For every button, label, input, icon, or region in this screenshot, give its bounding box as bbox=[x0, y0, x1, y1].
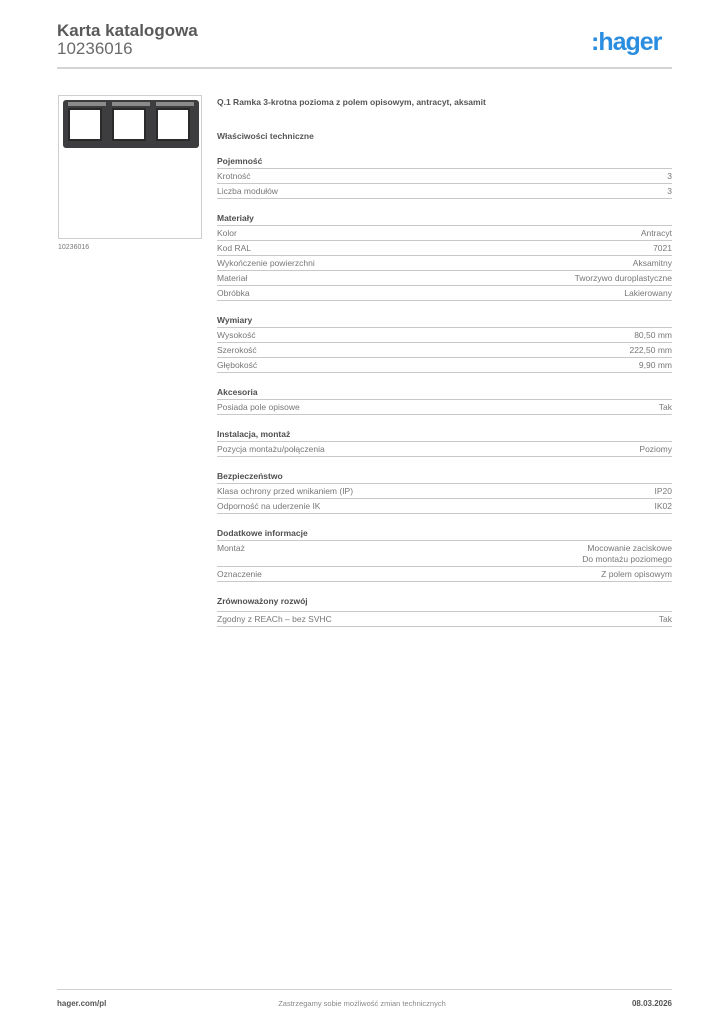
spec-value: 222,50 mm bbox=[629, 345, 672, 355]
spec-row bbox=[217, 169, 672, 184]
spec-value: Poziomy bbox=[639, 444, 672, 454]
product-title: Q.1 Ramka 3-krotna pozioma z polem opisowym, antracyt, aksamit bbox=[217, 97, 486, 107]
spec-value-line: Do montażu poziomego bbox=[582, 554, 672, 564]
spec-value: Z polem opisowym bbox=[601, 569, 672, 579]
spec-label: Montaż bbox=[217, 543, 245, 553]
spec-value: 7021 bbox=[653, 243, 672, 253]
section-sustainability bbox=[217, 596, 672, 627]
frame-opening-2 bbox=[112, 108, 146, 141]
spec-label: Materiał bbox=[217, 273, 248, 283]
spec-row bbox=[217, 286, 672, 301]
spec-value: 3 bbox=[667, 171, 672, 181]
spec-label: Liczba modułów bbox=[217, 186, 278, 196]
footer-website-link[interactable]: hager.com/pl bbox=[57, 999, 107, 1008]
spec-label: Kolor bbox=[217, 228, 237, 238]
spec-label: Odporność na uderzenie IK bbox=[217, 501, 321, 511]
frame-3-gang-icon bbox=[63, 100, 199, 148]
section-additional-info bbox=[217, 528, 672, 582]
section-title: Pojemność bbox=[217, 156, 672, 169]
spec-label: Zgodny z REACh – bez SVHC bbox=[217, 614, 332, 624]
section-capacity bbox=[217, 156, 672, 199]
spec-row bbox=[217, 400, 672, 415]
spec-label: Oznaczenie bbox=[217, 569, 262, 579]
spec-value: IP20 bbox=[654, 486, 672, 496]
spec-row bbox=[217, 256, 672, 271]
spec-row bbox=[217, 358, 672, 373]
header-divider bbox=[57, 67, 672, 69]
spec-value: 3 bbox=[667, 186, 672, 196]
spec-label: Głębokość bbox=[217, 360, 258, 370]
section-title: Akcesoria bbox=[217, 387, 672, 400]
technical-properties-title: Właściwości techniczne bbox=[217, 131, 314, 141]
spec-row bbox=[217, 442, 672, 457]
spec-label: Pozycja montażu/połączenia bbox=[217, 444, 325, 454]
section-installation bbox=[217, 429, 672, 457]
spec-value: 9,90 mm bbox=[638, 360, 672, 370]
spec-value bbox=[582, 543, 672, 565]
hager-logo: :hager bbox=[591, 28, 662, 56]
spec-value-line: Mocowanie zaciskowe bbox=[587, 543, 672, 553]
spec-row bbox=[217, 541, 672, 567]
section-accessories bbox=[217, 387, 672, 415]
spec-row bbox=[217, 567, 672, 582]
spec-value: Lakierowany bbox=[624, 288, 672, 298]
spec-label: Obróbka bbox=[217, 288, 250, 298]
document-title: Karta katalogowa bbox=[57, 21, 198, 40]
label-strip-2 bbox=[112, 102, 150, 106]
spec-label: Szerokość bbox=[217, 345, 257, 355]
spec-value: Tak bbox=[658, 402, 672, 412]
section-title: Wymiary bbox=[217, 315, 672, 328]
spec-value: 80,50 mm bbox=[634, 330, 672, 340]
spec-value: IK02 bbox=[654, 501, 672, 511]
section-title: Materiały bbox=[217, 213, 672, 226]
section-materials bbox=[217, 213, 672, 301]
section-title: Zrównoważony rozwój bbox=[217, 596, 672, 612]
spec-row bbox=[217, 484, 672, 499]
spec-row bbox=[217, 271, 672, 286]
product-image bbox=[58, 95, 202, 239]
product-code: 10236016 bbox=[57, 39, 133, 58]
spec-label: Wysokość bbox=[217, 330, 256, 340]
footer-disclaimer: Zastrzegamy sobie możliwość zmian technicznych bbox=[278, 999, 446, 1008]
image-caption: 10236016 bbox=[58, 244, 90, 251]
section-title: Instalacja, montaż bbox=[217, 429, 672, 442]
section-title: Dodatkowe informacje bbox=[217, 528, 672, 541]
spec-label: Krotność bbox=[217, 171, 251, 181]
spec-label: Kod RAL bbox=[217, 243, 252, 253]
frame-opening-3 bbox=[156, 108, 190, 141]
spec-row bbox=[217, 499, 672, 514]
spec-value: Tak bbox=[658, 614, 672, 624]
spec-value: Aksamitny bbox=[632, 258, 672, 268]
spec-value: Antracyt bbox=[640, 228, 672, 238]
footer-divider bbox=[57, 989, 672, 990]
label-strip-3 bbox=[156, 102, 194, 106]
product-details bbox=[217, 96, 672, 627]
label-strip-1 bbox=[68, 102, 106, 106]
frame-opening-1 bbox=[68, 108, 102, 141]
section-dimensions bbox=[217, 315, 672, 373]
spec-row bbox=[217, 226, 672, 241]
footer-date: 08.03.2026 bbox=[631, 999, 672, 1008]
spec-row bbox=[217, 612, 672, 627]
spec-row bbox=[217, 184, 672, 199]
section-title: Bezpieczeństwo bbox=[217, 471, 672, 484]
spec-row bbox=[217, 241, 672, 256]
spec-value: Tworzywo duroplastyczne bbox=[574, 273, 672, 283]
spec-label: Wykończenie powierzchni bbox=[217, 258, 315, 268]
spec-row bbox=[217, 343, 672, 358]
spec-label: Posiada pole opisowe bbox=[217, 402, 300, 412]
spec-row bbox=[217, 328, 672, 343]
spec-label: Klasa ochrony przed wnikaniem (IP) bbox=[217, 486, 354, 496]
section-safety bbox=[217, 471, 672, 514]
